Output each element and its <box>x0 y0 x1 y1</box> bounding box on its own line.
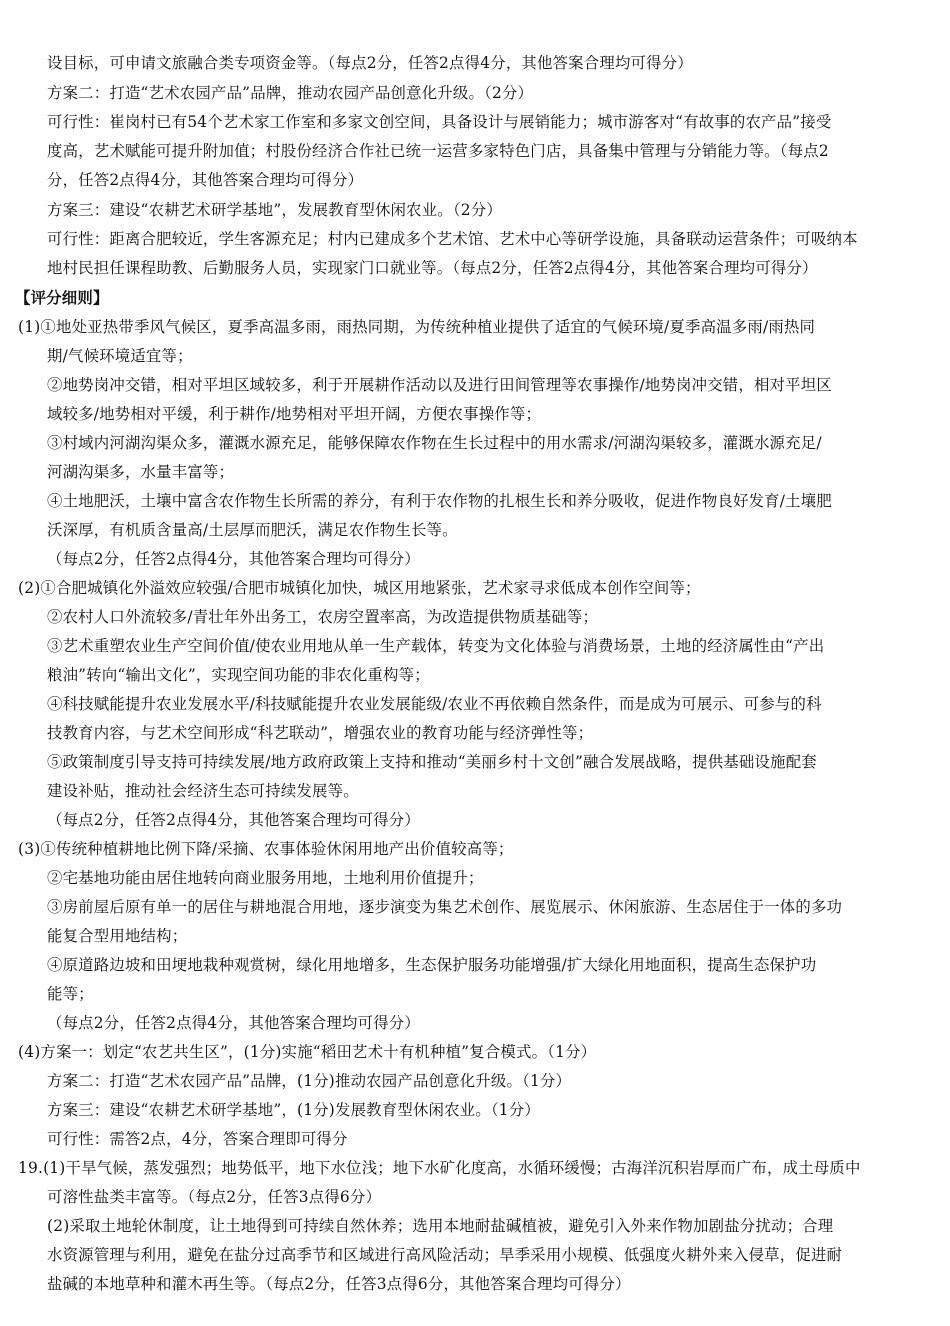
text-line: ③艺术重塑农业生产空间价值/使农业用地从单一生产载体，转变为文化体验与消费场景，土地的经济属性由“产出 <box>47 637 825 655</box>
text-line: 度高，艺术赋能可提升附加值；村股份经济合作社已统一运营多家特色门店，具备集中管理与分销能力等。（每点2 <box>47 142 829 160</box>
text-line: 能复合型用地结构； <box>47 927 188 945</box>
text-line: ②地势岗冲交错，相对平坦区域较多，利于开展耕作活动以及进行田间管理等农事操作/地势岗冲交错，相对平坦区 <box>47 376 832 394</box>
text-line: 可行性：距离合肥较近，学生客源充足；村内已建成多个艺术馆、艺术中心等研学设施，具备联动运营条件；可吸纳本 <box>47 230 858 248</box>
question-19-line: 19.(1)干旱气候，蒸发强烈；地势低平，地下水位浅；地下水矿化度高，水循环缓慢；古海洋沉积岩厚而广布，成土母质中 <box>18 1159 861 1177</box>
text-line: ④科技赋能提升农业发展水平/科技赋能提升农业发展能级/农业不再依赖自然条件，而是成为可展示、可参与的科 <box>47 695 822 713</box>
text-line: 能等； <box>47 985 94 1003</box>
text-line: 分，任答2点得4分，其他答案合理均可得分） <box>47 171 364 189</box>
text-line: 可行性：需答2点，4分，答案合理即可得分 <box>47 1130 348 1148</box>
text-line: ③村域内河湖沟渠众多，灌溉水源充足，能够保障农作物在生长过程中的用水需求/河湖沟渠较多，灌溉水源充足/ <box>47 434 822 452</box>
text-line: ④土地肥沃，土壤中富含农作物生长所需的养分，有利于农作物的扎根生长和养分吸收，促进作物良好发育/土壤肥 <box>47 492 832 510</box>
text-line: (2)①合肥城镇化外溢效应较强/合肥市城镇化加快，城区用地紧张，艺术家寻求低成本创作空间等； <box>18 579 701 597</box>
text-line: （每点2分，任答2点得4分，其他答案合理均可得分） <box>47 811 420 829</box>
text-line: 盐碱的本地草种和灌木再生等。（每点2分，任答3点得6分，其他答案合理均可得分） <box>47 1275 631 1293</box>
text-line: 设目标，可申请文旅融合类专项资金等。（每点2分，任答2点得4分，其他答案合理均可得分） <box>47 54 693 72</box>
text-line: ②宅基地功能由居住地转向商业服务用地，土地利用价值提升； <box>47 869 484 887</box>
text-line: ④原道路边坡和田埂地栽种观赏树，绿化用地增多，生态保护服务功能增强/扩大绿化用地面积，提高生态保护功 <box>47 956 817 974</box>
section-heading: 【评分细则】 <box>15 289 109 307</box>
text-line: ⑤政策制度引导支持可持续发展/地方政府政策上支持和推动“美丽乡村十文创”融合发展战略，提供基础设施配套 <box>47 753 817 771</box>
text-line: (4)方案一：划定“农艺共生区”，(1分)实施“稻田艺术十有机种植”复合模式。（1分） <box>18 1043 597 1061</box>
text-line: 河湖沟渠多，水量丰富等； <box>47 463 235 481</box>
text-line: 可溶性盐类丰富等。（每点2分，任答3点得6分） <box>47 1188 382 1206</box>
text-line: 水资源管理与利用，避免在盐分过高季节和区域进行高风险活动；旱季采用小规模、低强度火耕外来入侵草，促进耐 <box>47 1246 843 1264</box>
text-line: 粮油”转向“输出文化”，实现空间功能的非农化重构等； <box>47 666 430 684</box>
text-line: 地村民担任课程助教、后勤服务人员，实现家门口就业等。（每点2分，任答2点得4分，其他答案合理均可得分） <box>47 259 818 277</box>
text-line: 技教育内容，与艺术空间形成“科艺联动”，增强农业的教育功能与经济弹性等； <box>47 724 594 742</box>
text-line: 期/气候环境适宜等； <box>47 347 193 365</box>
text-line: 方案三：建设“农耕艺术研学基地”，发展教育型休闲农业。（2分） <box>47 201 502 219</box>
text-line: （每点2分，任答2点得4分，其他答案合理均可得分） <box>47 1014 420 1032</box>
text-line: 沃深厚，有机质含量高/土层厚而肥沃，满足农作物生长等。 <box>47 521 458 539</box>
text-line: （每点2分，任答2点得4分，其他答案合理均可得分） <box>47 550 420 568</box>
text-line: (2)采取土地轮休制度，让土地得到可持续自然休养；选用本地耐盐碱植被，避免引入外来作物加剧盐分扰动；合理 <box>47 1217 834 1235</box>
text-line: ②农村人口外流较多/青壮年外出务工，农房空置率高，为改造提供物质基础等； <box>47 608 599 626</box>
text-line: 方案二：打造“艺术农园产品”品牌，推动农园产品创意化升级。（2分） <box>47 84 534 102</box>
text-line: 可行性：崔岗村已有54个艺术家工作室和多家文创空间，具备设计与展销能力；城市游客对“有故事的农产品”接受 <box>47 113 832 131</box>
text-line: 域较多/地势相对平缓，利于耕作/地势相对平坦开阔，方便农事操作等； <box>47 405 542 423</box>
text-line: (1)①地处亚热带季风气候区，夏季高温多雨，雨热同期，为传统种植业提供了适宜的气候环境/夏季高温多雨/雨热同 <box>18 318 816 336</box>
text-line: 方案二：打造“艺术农园产品”品牌，(1分)推动农园产品创意化升级。（1分） <box>47 1072 572 1090</box>
text-line: 方案三：建设“农耕艺术研学基地”，(1分)发展教育型休闲农业。（1分） <box>47 1101 540 1119</box>
text-line: (3)①传统种植耕地比例下降/采摘、农事体验休闲用地产出价值较高等； <box>18 840 514 858</box>
text-line: 建设补贴，推动社会经济生态可持续发展等。 <box>47 782 359 800</box>
text-line: ③房前屋后原有单一的居住与耕地混合用地，逐步演变为集艺术创作、展览展示、休闲旅游、生态居住于一体的多功 <box>47 898 843 916</box>
